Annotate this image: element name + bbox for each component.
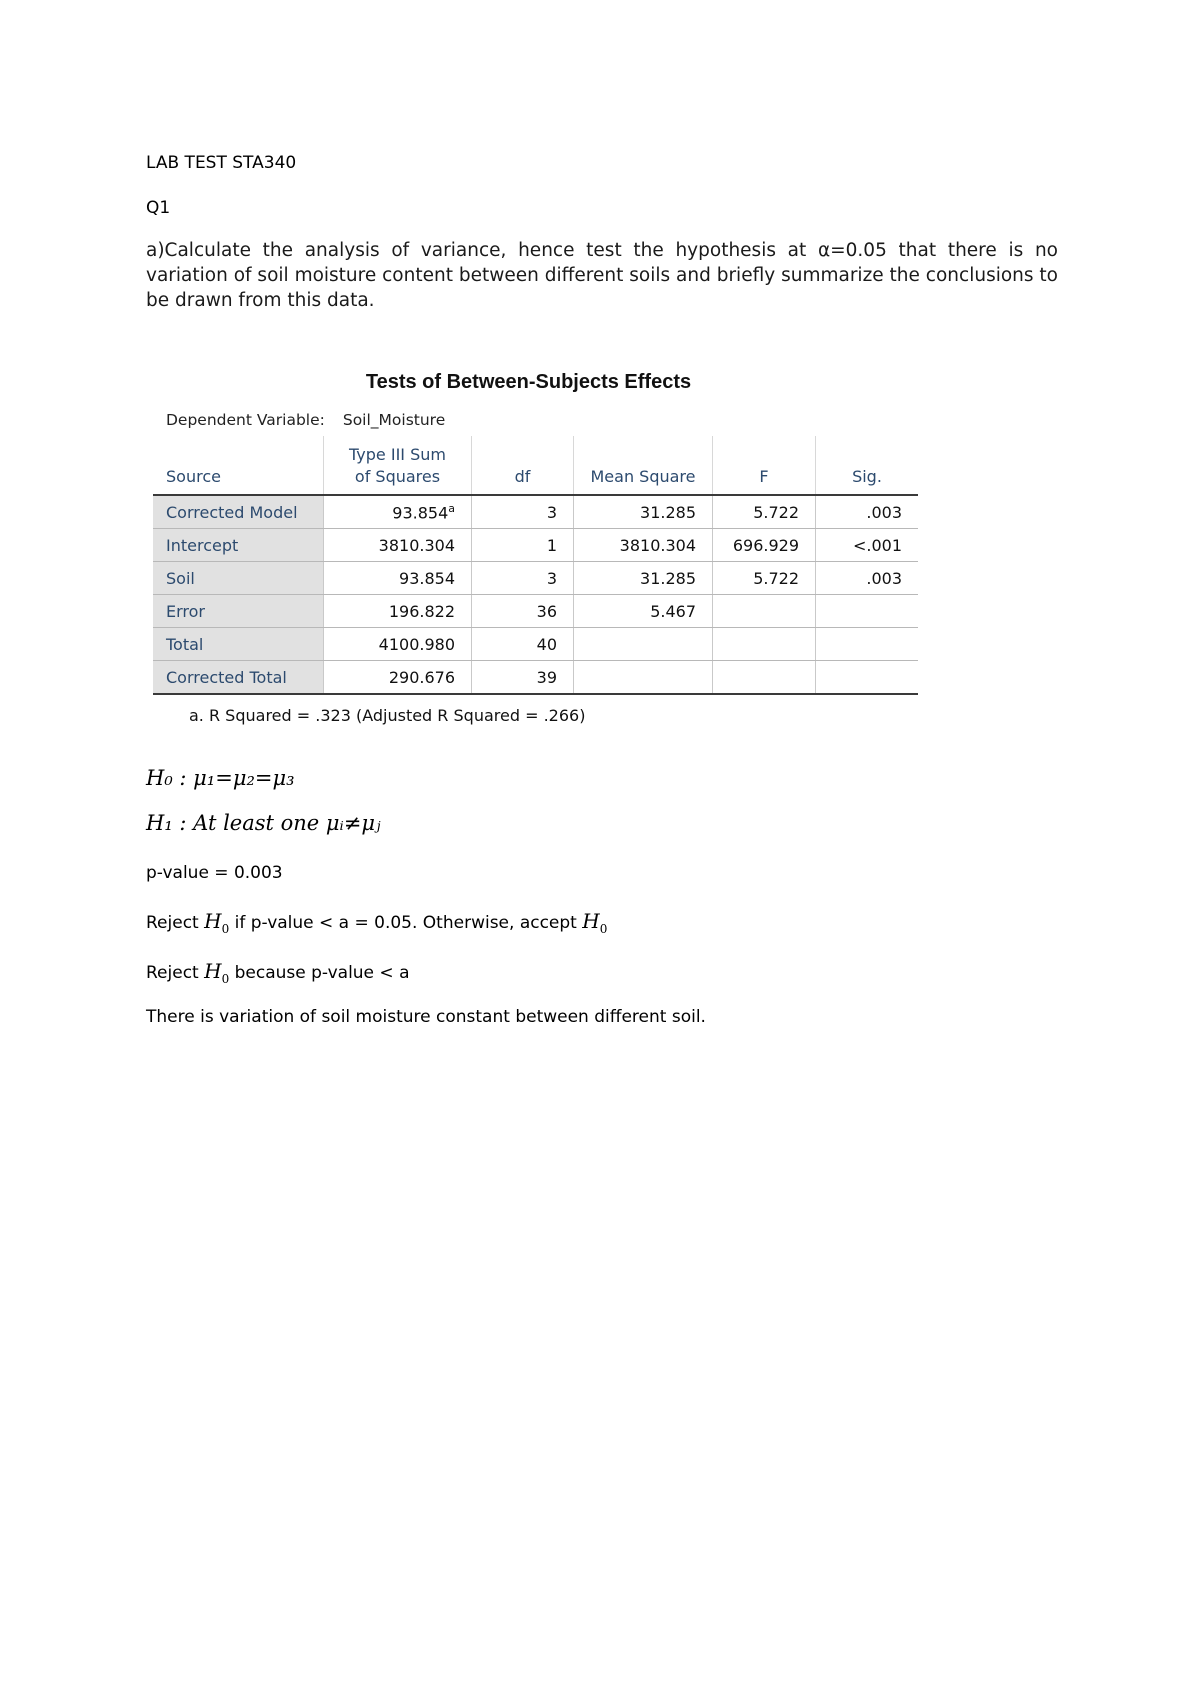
decision-suffix: because p-value < a (234, 963, 410, 983)
cell-ss: 93.854 (324, 562, 472, 595)
cell-df: 1 (472, 529, 574, 562)
cell-source: Corrected Model (153, 495, 324, 529)
cell-ss: 196.822 (324, 595, 472, 628)
cell-f (713, 628, 816, 661)
cell-sig (816, 595, 919, 628)
cell-ss (324, 495, 472, 529)
document-heading: LAB TEST STA340 (146, 153, 297, 173)
cell-sig (816, 661, 919, 695)
cell-ms: 31.285 (574, 495, 713, 529)
cell-sig: <.001 (816, 529, 919, 562)
cell-sig: .003 (816, 495, 919, 529)
cell-f (713, 595, 816, 628)
dependent-variable (166, 411, 445, 429)
cell-df: 40 (472, 628, 574, 661)
table-row (153, 661, 918, 695)
table-footnote: a. R Squared = .323 (Adjusted R Squared = .266) (189, 706, 586, 725)
rule-middle: if p-value < a = 0.05. Otherwise, accept (234, 913, 577, 933)
cell-df: 3 (472, 562, 574, 595)
cell-source: Total (153, 628, 324, 661)
table-row (153, 529, 918, 562)
cell-f: 5.722 (713, 495, 816, 529)
h0-symbol: $H_0$ (204, 959, 230, 986)
anova-table (153, 436, 918, 695)
table-row (153, 562, 918, 595)
cell-ss: 3810.304 (324, 529, 472, 562)
table-header-row (153, 436, 918, 495)
cell-ms (574, 661, 713, 695)
dependent-variable-value: Soil_Moisture (342, 411, 446, 429)
dependent-variable-label: Dependent Variable: (166, 411, 325, 429)
header-sum-of-squares (324, 436, 472, 495)
cell-source: Intercept (153, 529, 324, 562)
table-row (153, 595, 918, 628)
header-mean-square: Mean Square (574, 436, 713, 495)
header-sig: Sig. (816, 436, 919, 495)
rule-prefix: Reject (146, 913, 199, 933)
decision-prefix: Reject (146, 963, 199, 983)
cell-df: 3 (472, 495, 574, 529)
cell-f: 5.722 (713, 562, 816, 595)
conclusion-line: There is variation of soil moisture constant between different soil. (146, 1007, 706, 1027)
null-hypothesis: H₀ : μ₁=μ₂=μ₃ (146, 766, 295, 790)
h0-symbol: $H_0$ (204, 909, 230, 936)
question-number: Q1 (146, 198, 171, 218)
cell-df: 36 (472, 595, 574, 628)
cell-ms: 31.285 (574, 562, 713, 595)
table-row (153, 495, 918, 529)
cell-ms: 3810.304 (574, 529, 713, 562)
cell-source: Error (153, 595, 324, 628)
cell-f (713, 661, 816, 695)
cell-ms: 5.467 (574, 595, 713, 628)
decision-line (146, 959, 410, 986)
h0-symbol: $H_0$ (582, 909, 608, 936)
cell-df: 39 (472, 661, 574, 695)
cell-ss-value: 93.854 (392, 503, 449, 523)
header-f: F (713, 436, 816, 495)
cell-source: Soil (153, 562, 324, 595)
pvalue-line: p-value = 0.003 (146, 863, 283, 883)
cell-ms (574, 628, 713, 661)
decision-rule (146, 909, 607, 936)
footnote-marker: a (448, 501, 455, 515)
cell-source: Corrected Total (153, 661, 324, 695)
cell-ss: 290.676 (324, 661, 472, 695)
table-title: Tests of Between-Subjects Effects (365, 371, 692, 393)
header-ss-line1: Type III Sum (349, 445, 446, 464)
cell-sig (816, 628, 919, 661)
header-ss-line2: of Squares (354, 467, 441, 486)
alternative-hypothesis: H₁ : At least one μᵢ≠μⱼ (146, 811, 381, 835)
cell-ss: 4100.980 (324, 628, 472, 661)
cell-f: 696.929 (713, 529, 816, 562)
question-text: a)Calculate the analysis of variance, hence test the hypothesis at α=0.05 that there is no variation of soil moisture content between different soils and briefly summarize the conclusions to be drawn from this data. (146, 240, 1058, 311)
header-df: df (472, 436, 574, 495)
cell-sig: .003 (816, 562, 919, 595)
header-source: Source (153, 436, 324, 495)
table-row (153, 628, 918, 661)
